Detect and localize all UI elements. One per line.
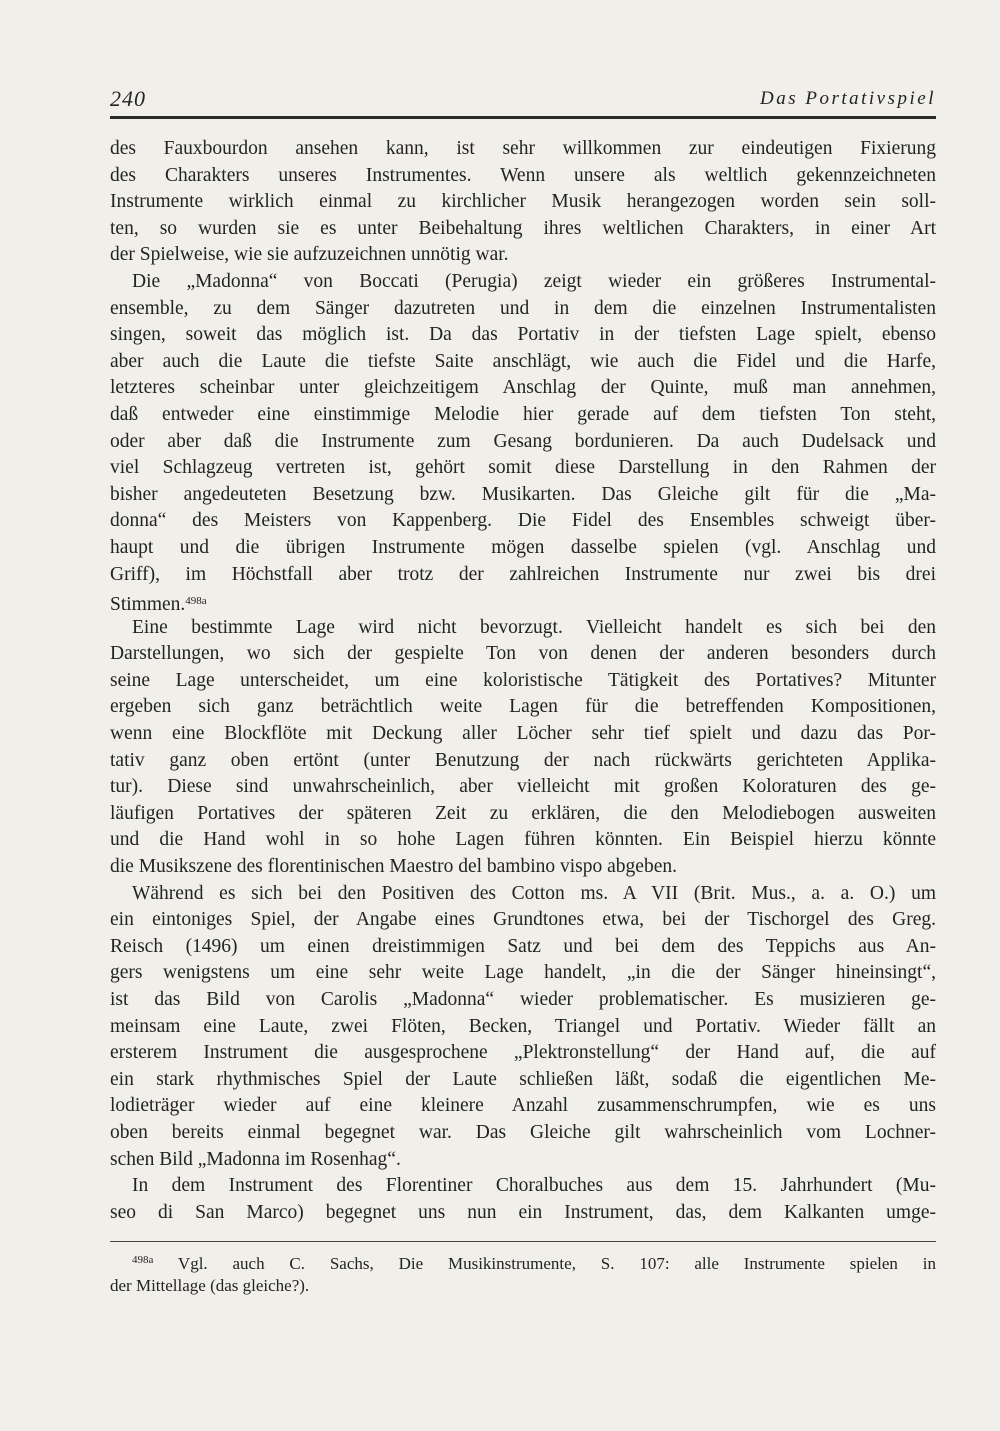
paragraph-start-line: In dem Instrument des Florentiner Choralbuches aus dem 15. Jahrhundert (Mu- xyxy=(132,1175,936,1197)
footnote-marker: 498a xyxy=(132,1254,154,1266)
footnote-text: Vgl. auch C. Sachs, Die Musikinstrumente, S. 107: alle Instrumente spielen in xyxy=(177,1254,936,1273)
text-line: wenn eine Blockflöte mit Deckung aller Löcher sehr tief spielt und dazu das Por- xyxy=(110,723,936,745)
running-title: Das Portativspiel xyxy=(759,88,936,109)
text-line: tativ ganz oben ertönt (unter Benutzung der nach rückwärts gerichteten Applika- xyxy=(110,749,936,771)
text-line: ten, so wurden sie es unter Beibehaltung ihres weltlichen Charakters, in einer Art xyxy=(110,217,936,239)
text-line: donna“ des Meisters von Kappenberg. Die Fidel des Ensembles schweigt über- xyxy=(110,510,936,532)
text-line: läufigen Portatives der späteren Zeit zu erklären, die den Melodiebogen ausweiten xyxy=(110,802,936,824)
text-line: der Spielweise, wie sie aufzuzeichnen unnötig war. xyxy=(110,244,509,266)
footnote-rule xyxy=(110,1241,936,1242)
text-line: aber auch die Laute die tiefste Saite anschlägt, wie auch die Fidel und die Harfe, xyxy=(110,350,936,372)
text-line: oder aber daß die Instrumente zum Gesang bordunieren. Da auch Dudelsack und xyxy=(110,430,936,452)
text-line: Griff), im Höchstfall aber trotz der zahlreichen Instrumente nur zwei bis drei xyxy=(110,563,936,585)
page-header xyxy=(110,86,936,116)
text-line: lodieträger wieder auf eine kleinere Anzahl zusammenschrumpfen, wie es uns xyxy=(110,1095,936,1117)
text-line: ergeben sich ganz beträchtlich weite Lagen für die betreffenden Kompositionen, xyxy=(110,696,936,718)
text-line: letzteres scheinbar unter gleichzeitigem Anschlag der Quinte, muß man annehmen, xyxy=(110,377,936,399)
text-line-segment: Stimmen. xyxy=(110,594,186,616)
text-line: haupt und die übrigen Instrumente mögen dasselbe spielen (vgl. Anschlag und xyxy=(110,536,936,558)
text-line: viel Schlagzeug vertreten ist, gehört somit diese Darstellung in den Rahmen der xyxy=(110,457,936,479)
text-line: oben bereits einmal begegnet war. Das Gleiche gilt wahrscheinlich vom Lochner- xyxy=(110,1121,936,1143)
footnote-line: der Mittellage (das gleiche?). xyxy=(110,1276,310,1295)
text-line: Instrumente wirklich einmal zu kirchlicher Musik herangezogen worden sein soll- xyxy=(110,191,936,213)
footnote xyxy=(110,1248,936,1298)
text-line: singen, soweit das möglich ist. Da das Portativ in der tiefsten Lage spielt, ebenso xyxy=(110,324,936,346)
text-line: und die Hand wohl in so hohe Lagen führen könnten. Ein Beispiel hierzu könnte xyxy=(110,829,936,851)
text-line: seine Lage unterscheidet, um eine koloristische Tätigkeit des Portatives? Mitunter xyxy=(110,669,936,691)
header-rule xyxy=(110,116,936,119)
text-line: gers wenigstens um eine sehr weite Lage handelt, „in die der Sänger hineinsingt“, xyxy=(110,962,936,984)
text-line: ist das Bild von Carolis „Madonna“ wieder problematischer. Es musizieren ge- xyxy=(110,989,936,1010)
text-line: seo di San Marco) begegnet uns nun ein Instrument, das, dem Kalkanten umge- xyxy=(110,1201,936,1223)
body-text xyxy=(110,136,936,1226)
paragraph-start-line: Während es sich bei den Positiven des Cotton ms. A VII (Brit. Mus., a. a. O.) um xyxy=(132,882,936,904)
text-line: ein eintoniges Spiel, der Angabe eines Grundtones etwa, bei der Tischorgel des Greg. xyxy=(110,909,936,931)
paragraph-start-line: Die „Madonna“ von Boccati (Perugia) zeigt wieder ein größeres Instrumental- xyxy=(132,270,936,292)
text-line: Darstellungen, wo sich der gespielte Ton von denen der anderen besonders durch xyxy=(110,643,936,665)
text-line: des Charakters unseres Instrumentes. Wenn unsere als weltlich gekennzeichneten xyxy=(110,164,936,186)
paragraph-start-line: Eine bestimmte Lage wird nicht bevorzugt. Vielleicht handelt es sich bei den xyxy=(132,616,936,638)
page-number: 240 xyxy=(110,86,146,111)
text-line: tur). Diese sind unwahrscheinlich, aber vielleicht mit großen Koloraturen des ge- xyxy=(110,776,936,798)
text-line: meinsam eine Laute, zwei Flöten, Becken, Triangel und Portativ. Wieder fällt an xyxy=(110,1015,936,1037)
text-line: daß entweder eine einstimmige Melodie hier gerade auf dem tiefsten Ton steht, xyxy=(110,403,936,425)
text-line: bisher angedeuteten Besetzung bzw. Musikarten. Das Gleiche gilt für die „Ma- xyxy=(110,483,936,505)
text-line: ersterem Instrument die ausgesprochene „Plektronstellung“ der Hand auf, die auf xyxy=(110,1042,936,1064)
footnote-line xyxy=(110,1248,936,1273)
text-line: schen Bild „Madonna im Rosenhag“. xyxy=(110,1148,401,1170)
text-line-with-footnote xyxy=(110,588,936,615)
footnote-reference: 498a xyxy=(185,595,207,608)
text-line: Reisch (1496) um einen dreistimmigen Satz und bei dem des Teppichs aus An- xyxy=(110,935,936,957)
text-line: die Musikszene des florentinischen Maestro del bambino vispo abgeben. xyxy=(110,856,677,878)
text-line: ein stark rhythmisches Spiel der Laute schließen läßt, sodaß die eigentlichen Me- xyxy=(110,1068,936,1090)
text-line: des Fauxbourdon ansehen kann, ist sehr willkommen zur eindeutigen Fixierung xyxy=(110,138,936,159)
text-line: ensemble, zu dem Sänger dazutreten und in dem die einzelnen Instrumentalisten xyxy=(110,297,936,319)
